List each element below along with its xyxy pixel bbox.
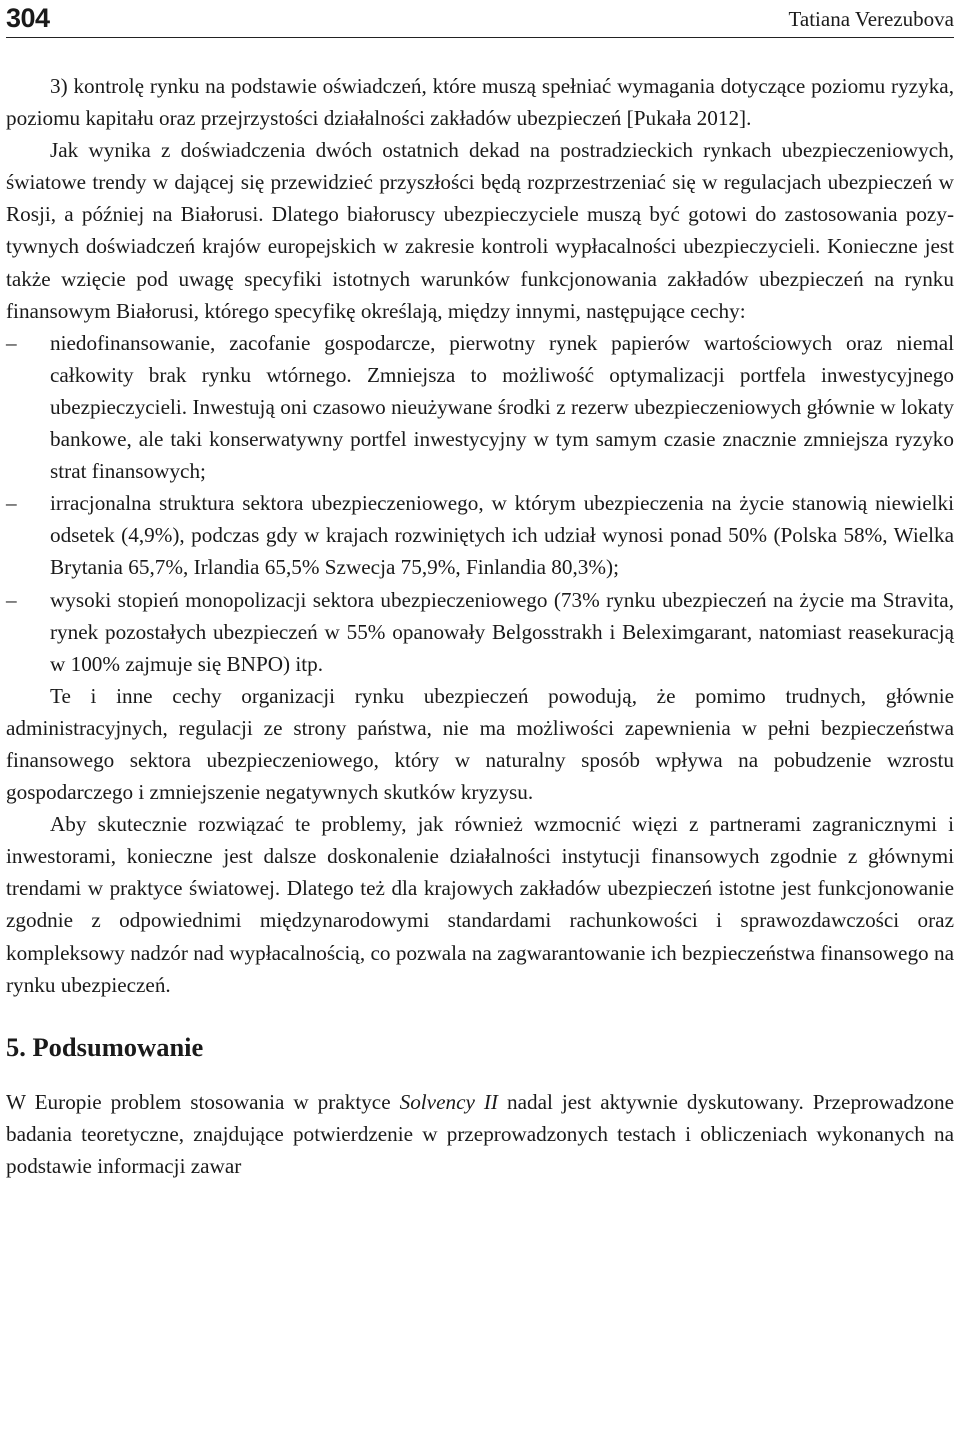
section-heading: 5. Podsumowanie — [6, 1031, 204, 1062]
list-dash-marker: – — [6, 330, 17, 355]
paragraph-summary — [6, 1086, 954, 1182]
document-page — [6, 0, 954, 1455]
list-item-text: irracjonalna struktura sektora ubezpieczeniowego, w którym ubezpieczenia na życie stanowią niewielki odsetek (4,9%), podczas gdy w krajach rozwiniętych ich udział wynosi ponad 50% (Polska 58%, Wielka Brytania 65,7%, Irlandia 65,5% Szwecja 75,9%, Finlandia 80,3%); — [50, 491, 954, 580]
page-number: 304 — [6, 3, 50, 33]
paragraph-control-item: 3) kontrolę rynku na podstawie oświadczeń, które muszą spełniać wymagania dotyczące poziomu ryzyka, poziomu kapitału oraz przejrzystości działalności zakładów ubezpieczeń [Pukała 2012]. — [6, 74, 954, 131]
solvency-ii-term: Solvency II — [399, 1089, 498, 1114]
list-item-text: niedofinansowanie, zacofanie gospodarcze, pierwotny rynek papierów wartościowych oraz niemal całkowity brak rynku wtórnego. Zmniejsza to możliwość optymalizacji portfela inwestycyjnego ubezpieczycieli. Inwestują oni czasowo nieużywane środki z rezerw ubezpieczeniowych głównie w lokaty bankowe, ale taki konserwatywny portfel inwestycyjny w tym samym czasie znacznie zmniejsza ryzyko strat finansowych; — [50, 330, 954, 484]
list-item — [6, 327, 954, 487]
paragraph-solutions: Aby skutecznie rozwiązać te problemy, jak również wzmocnić więzi z partnerami zagranicznymi i inwestorami, konieczne jest dalsze doskonalenie działalności instytucji finansowych zgodnie z głównymi trendami w praktyce światowej. Dlatego też dla krajowych zakładów ubezpieczeń istotne jest funkcjonowanie zgodnie z odpowiednimi międzynarodowymi standardami rachunkowości i sprawozdawczości oraz kompleksowy nadzór nad wypłacalnością, co pozwala na zagwarantowanie ich bezpieczeństwa finansowego na rynku ubezpieczeń. — [6, 812, 954, 997]
paragraph-experience: Jak wynika z doświadczenia dwóch ostatnich dekad na postradzieckich rynkach ubezpieczeniowych, światowe trendy w dającej się przewidzieć przyszłości będą rozprzestrzeniać się w regulacjach ubezpieczeń w Rosji, a później na Białorusi. Dlatego białoruscy ubezpieczyciele muszą być gotowi do zastosowania pozytywnych doświadczeń krajów europejskich w zakresie kontroli wypłacalności ubezpieczycieli. Konieczne jest także wzięcie pod uwagę specyfiki istotnych warunków funkcjonowania zakładów ubezpieczeń na rynku finansowym Białorusi, którego specyfikę określają, między innymi, następujące cechy: — [6, 138, 954, 323]
features-list — [6, 327, 954, 680]
summary-text-rest: nadal jest aktywnie dyskutowany. Przeprowadzone badania teoretyczne, znajdujące potwierdzenie w przeprowadzonych testach i obliczeniach wykonanych na podstawie informacji zawar — [6, 1089, 954, 1178]
list-dash-marker: – — [6, 491, 17, 516]
list-item — [6, 584, 954, 680]
list-dash-marker: – — [6, 587, 17, 612]
running-header-author: Tatiana Verezubova — [788, 7, 954, 31]
paragraph-market-features: Te i inne cechy organizacji rynku ubezpieczeń powodują, że pomimo trudnych, głównie administracyjnych, regulacji ze strony państwa, nie ma możliwości zapewnienia w pełni bezpieczeństwa finansowego sektora ubezpieczeniowego, który w naturalny sposób wpływa na pobudzenie wzrostu gospodarczego i zmniejszenie negatywnych skutków kryzysu. — [6, 683, 954, 805]
list-item — [6, 487, 954, 583]
summary-text-start: W Europie problem stosowania w praktyce — [6, 1089, 400, 1114]
running-header — [6, 0, 954, 38]
body-text — [6, 70, 954, 1182]
list-item-text: wysoki stopień monopolizacji sektora ubezpieczeniowego (73% rynku ubezpieczeń na życie ma Stravita, rynek pozostałych ubezpieczeń w 55% opanowały Belgosstrakh i Beleximgarant, natomiast reasekuracją w 100% zajmuje się BNPO) itp. — [50, 587, 954, 676]
